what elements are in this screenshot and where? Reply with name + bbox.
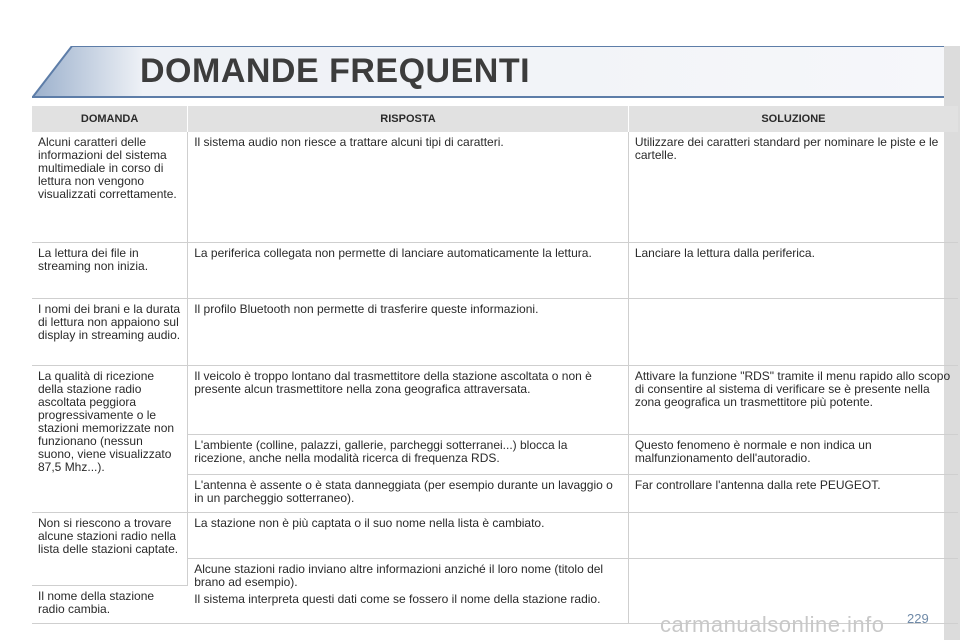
column-header-answer: RISPOSTA bbox=[188, 106, 629, 132]
question-cell: Il nome della stazione radio cambia. bbox=[32, 585, 188, 623]
table-row bbox=[32, 242, 958, 298]
table-row bbox=[32, 365, 958, 434]
answer-paragraph: Il sistema interpreta questi dati come se fossero il nome della stazione radio. bbox=[194, 591, 601, 606]
answer-cell bbox=[188, 558, 629, 623]
watermark: carmanualsonline.info bbox=[660, 612, 885, 637]
page-title: DOMANDE FREQUENTI bbox=[140, 52, 531, 90]
question-cell: Alcuni caratteri delle informazioni del sistema multimediale in corso di lettura non vengono visualizzati correttamente. bbox=[32, 132, 188, 242]
solution-cell: Lanciare la lettura dalla periferica. bbox=[628, 242, 958, 298]
page-number: 229 bbox=[907, 611, 929, 626]
answer-cell: La periferica collegata non permette di lanciare automaticamente la lettura. bbox=[188, 242, 629, 298]
answer-cell: L'ambiente (colline, palazzi, gallerie, parcheggi sotterranei...) blocca la ricezione, anche nella modalità ricerca di frequenza RDS. bbox=[188, 434, 629, 474]
question-cell: Non si riescono a trovare alcune stazioni radio nella lista delle stazioni captate. bbox=[32, 512, 188, 585]
answer-cell: L'antenna è assente o è stata danneggiata (per esempio durante un lavaggio o in un parcheggio sotterraneo). bbox=[188, 474, 629, 512]
table-row bbox=[32, 298, 958, 365]
answer-paragraph: Alcune stazioni radio inviano altre informazioni anziché il loro nome (titolo del brano ad esempio). bbox=[194, 561, 604, 589]
table-row bbox=[32, 512, 958, 558]
solution-cell: Far controllare l'antenna dalla rete PEUGEOT. bbox=[628, 474, 958, 512]
question-cell: I nomi dei brani e la durata di lettura non appaiono sul display in streaming audio. bbox=[32, 298, 188, 365]
solution-cell: Questo fenomeno è normale e non indica un malfunzionamento dell'autoradio. bbox=[628, 434, 958, 474]
solution-cell: Attivare la funzione "RDS" tramite il menu rapido allo scopo di consentire al sistema di verificare se è presente nella zona geografica un trasmettitore più potente. bbox=[628, 365, 958, 434]
solution-cell: Utilizzare dei caratteri standard per nominare le piste e le cartelle. bbox=[628, 132, 958, 242]
faq-table bbox=[32, 106, 958, 624]
answer-cell: La stazione non è più captata o il suo nome nella lista è cambiato. bbox=[188, 512, 629, 558]
solution-cell bbox=[628, 298, 958, 365]
question-cell: La lettura dei file in streaming non inizia. bbox=[32, 242, 188, 298]
table-header-row bbox=[32, 106, 958, 132]
answer-cell: Il veicolo è troppo lontano dal trasmettitore della stazione ascoltata o non è presente alcun trasmettitore nella zona geografica attraversata. bbox=[188, 365, 629, 434]
question-cell: La qualità di ricezione della stazione radio ascoltata peggiora progressivamente o le stazioni memorizzate non funzionano (nessun suono, viene visualizzato 87,5 Mhz...). bbox=[32, 365, 188, 512]
answer-cell: Il sistema audio non riesce a trattare alcuni tipi di caratteri. bbox=[188, 132, 629, 242]
solution-cell bbox=[628, 512, 958, 558]
column-header-solution: SOLUZIONE bbox=[628, 106, 958, 132]
answer-cell: Il profilo Bluetooth non permette di trasferire queste informazioni. bbox=[188, 298, 629, 365]
column-header-question: DOMANDA bbox=[32, 106, 188, 132]
table-row bbox=[32, 132, 958, 242]
